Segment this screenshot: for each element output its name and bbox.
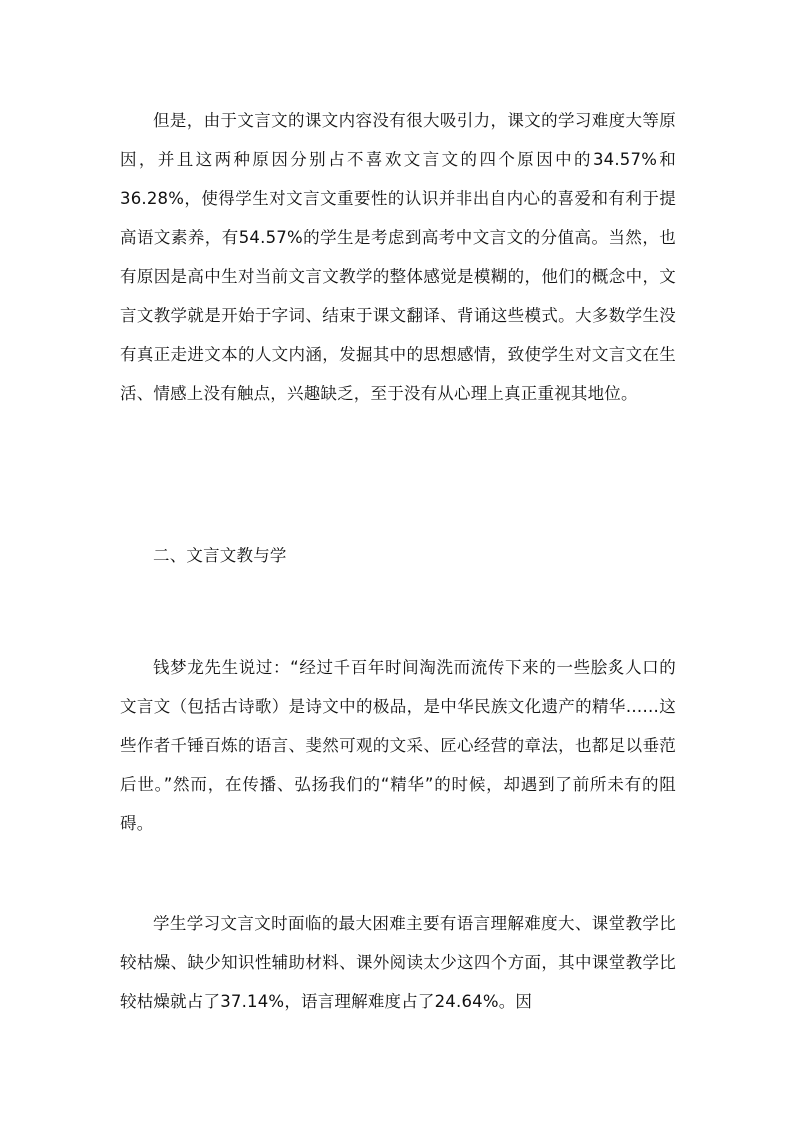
body-paragraph: 学生学习文言文时面临的最大困难主要有语言理解难度大、课堂教学比较枯燥、缺少知识性辅助材料、课外阅读太少这四个方面，其中课堂教学比较枯燥就占了37.14%，语言理解难度占了24.64%。因: [120, 914, 676, 1011]
body-paragraph: 钱梦龙先生说过：“经过千百年时间淘洗而流传下来的一些脍炙人口的文言文（包括古诗歌）是诗文中的极品，是中华民族文化遗产的精华……这些作者千锤百炼的语言、斐然可观的文采、匠心经营的章法，也都足以垂范后世。”然而，在传播、弘扬我们的“精华”的时候，却遇到了前所未有的阻碍。: [120, 658, 676, 833]
body-paragraph: 但是，由于文言文的课文内容没有很大吸引力，课文的学习难度大等原因，并且这两种原因分别占不喜欢文言文的四个原因中的34.57%和36.28%，使得学生对文言文重要性的认识并非出自内心的喜爱和有利于提高语文素养，有54.57%的学生是考虑到高考中文言文的分值高。当然，也有原因是高中生对当前文言文教学的整体感觉是模糊的，他们的概念中，文言文教学就是开始于字词、结束于课文翻译、背诵这些模式。大多数学生没有真正走进文本的人文内涵，发掘其中的思想感情，致使学生对文言文在生活、情感上没有触点，兴趣缺乏，至于没有从心理上真正重视其地位。: [120, 111, 676, 403]
section-heading: 二、文言文教与学: [153, 546, 287, 565]
